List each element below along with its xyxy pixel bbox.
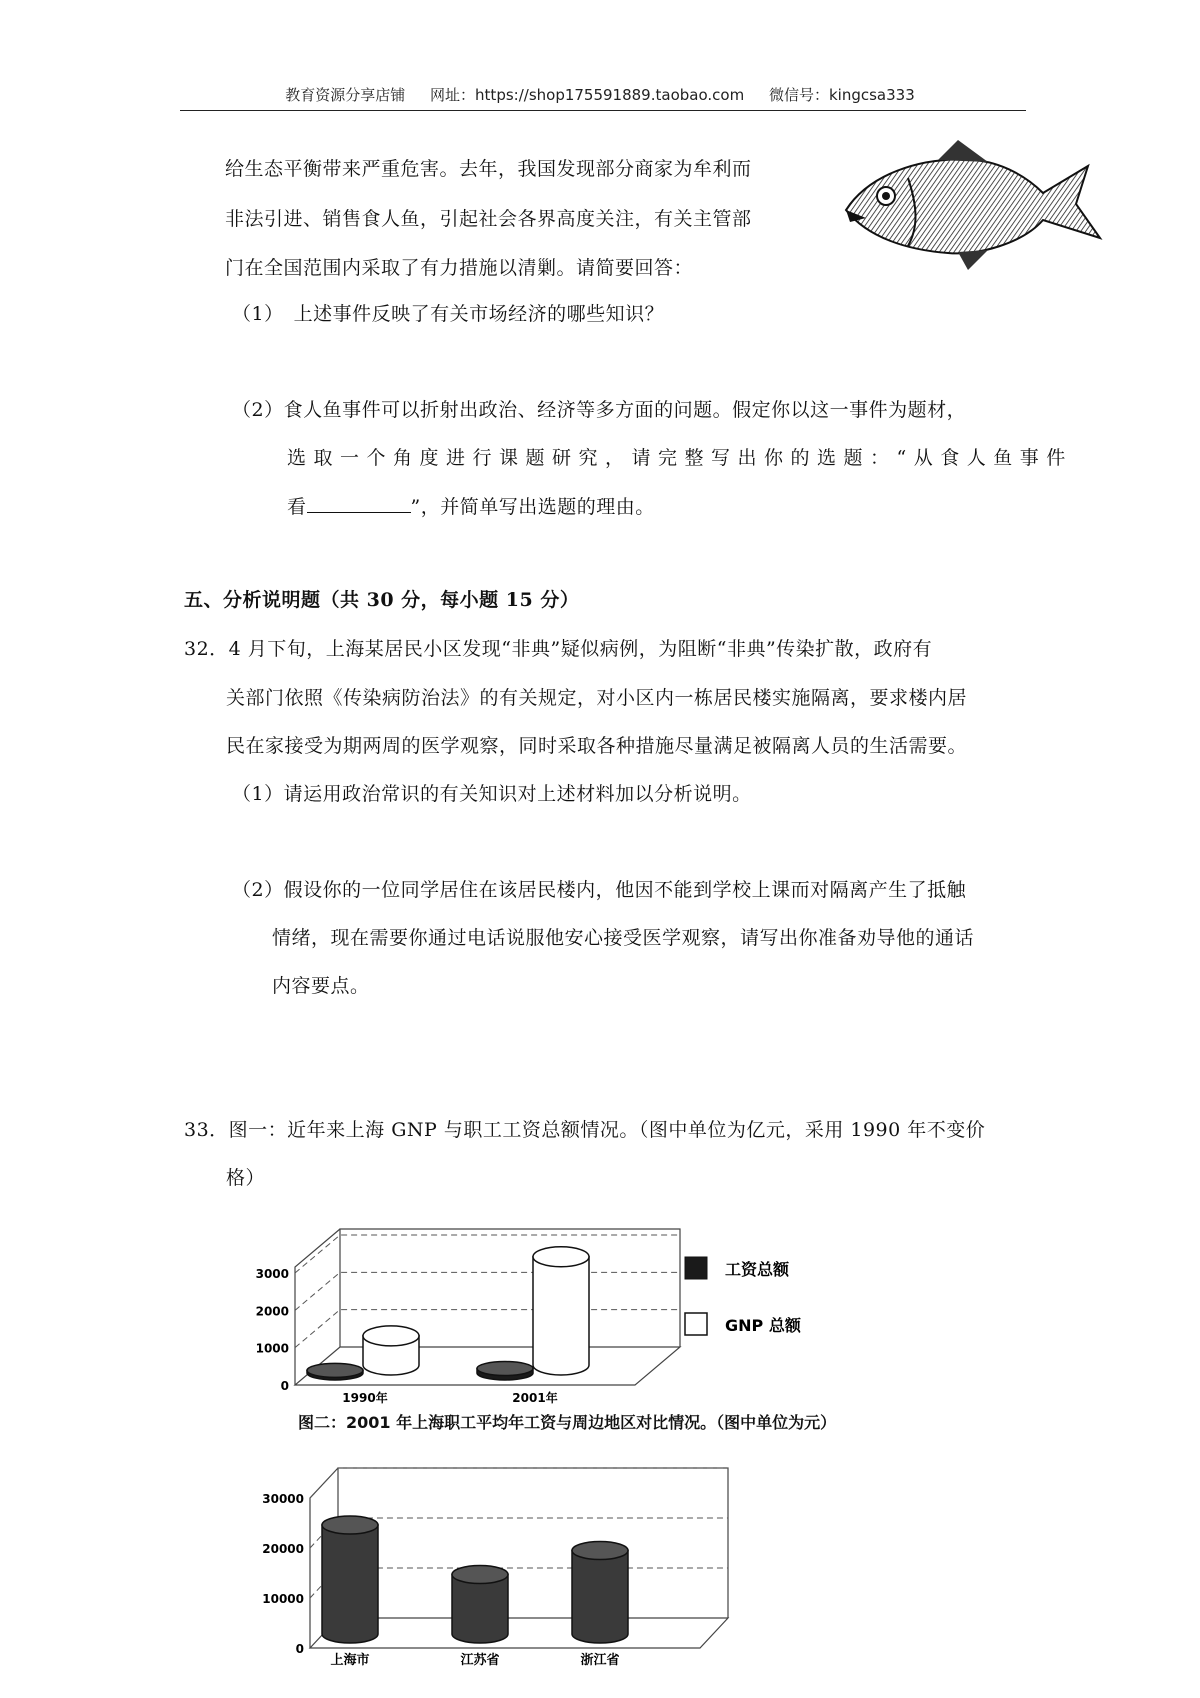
piranha-illustration [838, 138, 1108, 273]
y-tick-label: 3000 [255, 1267, 289, 1281]
x-tick-label: 浙江省 [580, 1653, 620, 1668]
passage-line-1: 给生态平衡带来严重危害。去年，我国发现部分商家为牟利而 [225, 158, 752, 180]
q32-sub-2-line-3: 内容要点。 [272, 975, 370, 997]
y-tick-label: 0 [280, 1379, 289, 1393]
y-tick-label: 10000 [262, 1592, 304, 1606]
header-divider [180, 110, 1026, 111]
question-2-line-3-end: ”，并简单写出选题的理由。 [410, 496, 655, 518]
legend-gnp-label: GNP 总额 [725, 1316, 801, 1335]
passage-line-2: 非法引进、销售食人鱼，引起社会各界高度关注，有关主管部 [225, 208, 752, 230]
q32-line-1: 32．4 月下旬，上海某居民小区发现“非典”疑似病例，为阻断“非典”传染扩散，政府有 [184, 638, 933, 660]
wage-bar [572, 1542, 628, 1644]
legend-wage-label: 工资总额 [725, 1260, 790, 1279]
y-tick-label: 1000 [255, 1341, 289, 1356]
header-wechat: 微信号：kingcsa333 [768, 86, 915, 104]
q32-sub-2-line-2: 情绪，现在需要你通过电话说服他安心接受医学观察，请写出你准备劝导他的通话 [272, 927, 975, 949]
x-tick-label: 1990年 [342, 1391, 388, 1405]
wage-bar [477, 1362, 533, 1380]
side-wall [295, 1229, 340, 1385]
y-tick-label: 0 [295, 1642, 304, 1656]
q32-line-2: 关部门依照《传染病防治法》的有关规定，对小区内一栋居民楼实施隔离，要求楼内居 [226, 687, 968, 709]
answer-blank[interactable] [307, 494, 411, 513]
question-2-line-3-start: 看 [287, 496, 307, 518]
figure-2-chart [255, 1458, 735, 1668]
question-2-line-1: （2）食人鱼事件可以折射出政治、经济等多方面的问题。假定你以这一事件为题材， [232, 399, 967, 421]
q32-sub-1: （1）请运用政治常识的有关知识对上述材料加以分析说明。 [232, 783, 752, 805]
figure-2-caption: 图二：2001 年上海职工平均年工资与周边地区对比情况。（图中单位为元） [298, 1413, 837, 1432]
y-tick-label: 2000 [255, 1304, 289, 1319]
gridline [295, 1310, 680, 1348]
page-header [0, 84, 1200, 105]
q33-line-1: 33．图一：近年来上海 GNP 与职工工资总额情况。（图中单位为亿元，采用 1990 年不变价 [184, 1119, 986, 1141]
header-url: 网址：https://shop175591889.taobao.com [430, 86, 745, 104]
section-5-title: 五、分析说明题（共 30 分，每小题 15 分） [184, 589, 580, 611]
figure-1-chart [255, 1215, 895, 1405]
question-1: （1） 上述事件反映了有关市场经济的哪些知识？ [232, 303, 665, 325]
y-tick-label: 20000 [262, 1542, 304, 1556]
x-tick-label: 江苏省 [460, 1653, 500, 1668]
q32-line-3: 民在家接受为期两周的医学观察，同时采取各种措施尽量满足被隔离人员的生活需要。 [226, 735, 968, 757]
y-tick-label: 30000 [262, 1492, 304, 1506]
q33-line-2: 格） [226, 1167, 266, 1189]
legend-wage-swatch [685, 1257, 707, 1279]
x-tick-label: 上海市 [330, 1653, 370, 1668]
wage-bar [307, 1363, 363, 1380]
gridline [295, 1235, 680, 1273]
legend-gnp-swatch [685, 1313, 707, 1335]
gridline [310, 1468, 728, 1498]
x-tick-label: 2001年 [512, 1391, 558, 1405]
gridline [295, 1272, 680, 1310]
question-2-line-2: 选取一个角度进行课题研究，请完整写出你的选题：“从食人鱼事件 [287, 447, 1073, 469]
wage-bar [322, 1516, 378, 1643]
question-2-line-3 [287, 494, 655, 519]
q32-sub-2-line-1: （2）假设你的一位同学居住在该居民楼内，他因不能到学校上课而对隔离产生了抵触 [232, 879, 967, 901]
gnp-bar [533, 1247, 589, 1375]
wage-bar [452, 1566, 508, 1644]
gnp-bar [363, 1326, 419, 1375]
back-wall [338, 1468, 728, 1618]
header-shop: 教育资源分享店铺 [285, 86, 406, 104]
passage-line-3: 门在全国范围内采取了有力措施以清剿。请简要回答： [225, 257, 694, 279]
